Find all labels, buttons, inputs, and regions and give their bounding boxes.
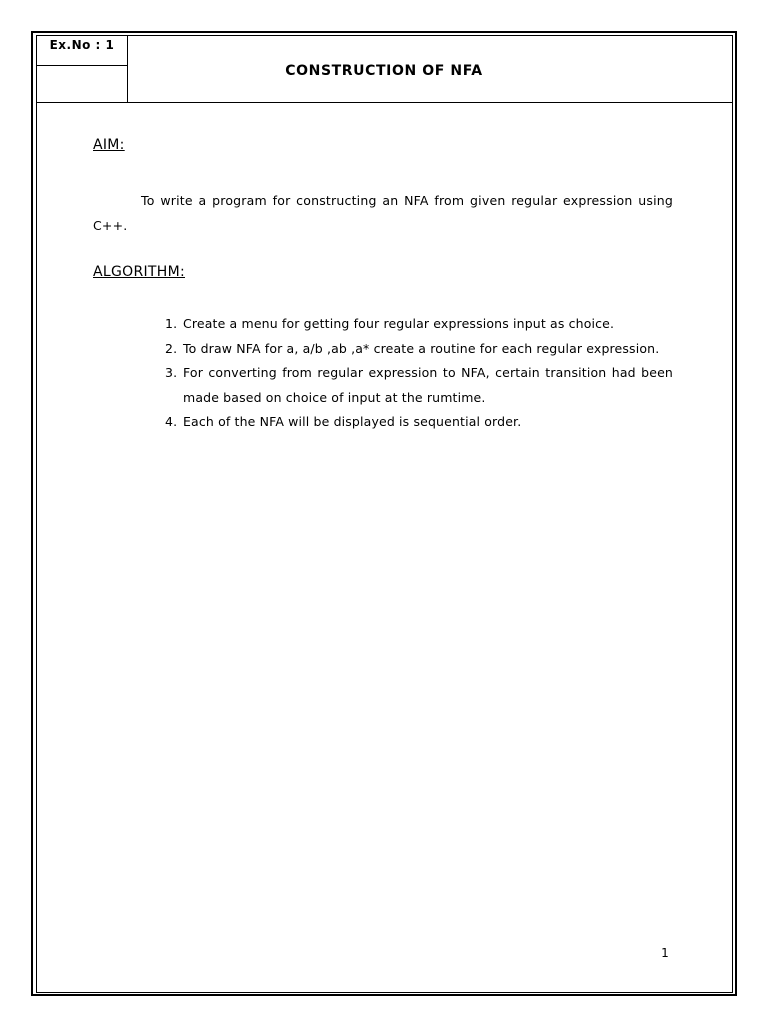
- exercise-number: Ex.No : 1: [36, 35, 128, 66]
- step-text: Create a menu for getting four regular expressions input as choice.: [183, 316, 615, 331]
- page-title: CONSTRUCTION OF NFA: [285, 63, 483, 79]
- step-text: For converting from regular expression to NFA, certain transition had been made based on choice of input at the rumtime.: [183, 365, 673, 405]
- step-number: 4.: [165, 414, 178, 429]
- aim-text: To write a program for constructing an NFA from given regular expression using C++.: [93, 193, 673, 233]
- step-number: 3.: [165, 365, 178, 380]
- algorithm-step: [165, 410, 673, 435]
- algorithm-steps: [165, 312, 673, 435]
- algorithm-heading: ALGORITHM:: [93, 264, 185, 280]
- algorithm-step: [165, 337, 673, 362]
- step-number: 1.: [165, 316, 178, 331]
- aim-heading: AIM:: [93, 137, 125, 153]
- step-number: 2.: [165, 340, 178, 356]
- page-border-inner: [36, 35, 733, 993]
- algorithm-step: [165, 312, 673, 337]
- algorithm-step: [165, 361, 673, 410]
- header-box: [36, 35, 733, 103]
- page-number: 1: [661, 946, 669, 960]
- exercise-number-cell: [36, 35, 128, 102]
- step-text: Each of the NFA will be displayed is sequential order.: [183, 414, 522, 429]
- step-text: To draw NFA for a, a/b ,ab ,a* create a routine for each regular expression.: [183, 340, 660, 356]
